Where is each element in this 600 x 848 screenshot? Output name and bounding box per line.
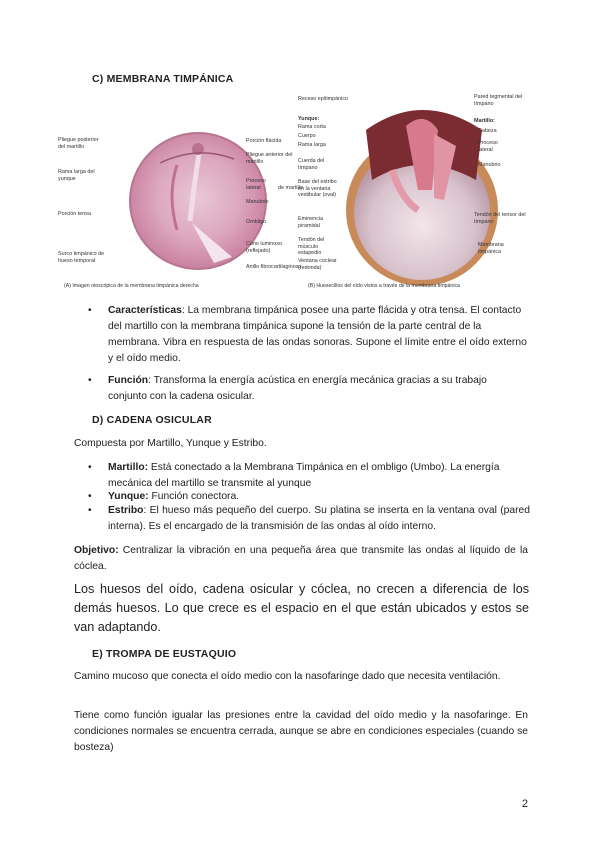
bullet-funcion: • Función: Transforma la energía acústica en energía mecánica gracias a su trabajo conjunto con la cadena osicular. xyxy=(88,375,487,402)
label-proceso-lateral: Proceso lateral xyxy=(246,178,266,191)
label-tendon-tensor: Tendón del tensor del tímpano xyxy=(474,212,526,225)
label-yunque: Yunque: xyxy=(298,116,320,122)
label-base-estribo: Base del estribo en la ventana vestibular (oval) xyxy=(298,179,337,199)
label-rama-larga-b: Rama larga xyxy=(298,142,326,148)
objetivo-paragraph: Objetivo: Centralizar la vibración en una pequeña área que transmite las ondas al líquido de la cóclea. xyxy=(74,545,528,572)
label-rama-larga: Rama larga del yunque xyxy=(58,169,95,182)
section-e-title: E) TROMPA DE EUSTAQUIO xyxy=(92,648,237,660)
label-martillo: Martillo: xyxy=(474,118,495,124)
label-pliegue-posterior: Pliegue posterior del martillo xyxy=(58,137,99,150)
label-manubrio: Manubrio xyxy=(246,199,269,205)
label-surco: Surco timpánico de hueso temporal xyxy=(58,251,105,264)
bullet-yunque: • Yunque: Función conectora. xyxy=(88,491,240,502)
growth-note: Los huesos del oído, cadena osicular y cóclea, no crecen a diferencia de los demás huesos. Lo que crece es el espacio en el que están ubicados y estos se van adaptando. xyxy=(74,582,529,634)
bullet-martillo: • Martillo: Está conectado a la Membrana Timpánica en el ombligo (Umbo). La energía mecánica del martillo se transmite al yunque xyxy=(88,462,500,489)
label-receso: Receso epitimpánico xyxy=(298,96,349,102)
section-e-p1: Camino mucoso que conecta el oído medio con la nasofaringe dado que necesita ventilación. xyxy=(74,671,501,682)
label-anillo: Anillo fibrocartilaginoso xyxy=(246,264,302,270)
figure-b-caption: (B) Huesecillos del oído vistos a través de la membrana timpánica xyxy=(308,283,460,289)
label-eminencia: Eminencia piramidal xyxy=(298,216,324,229)
figure-a-caption: (A) Imagen otoscópica de la membrana timpánica derecha xyxy=(64,283,199,289)
label-de-martillo: de martillo xyxy=(278,185,303,191)
label-ventana-coclear: Ventana coclear (redonda) xyxy=(298,258,337,271)
section-e-p2: Tiene como función igualar las presiones entre la cavidad del oído medio y la nasofaringe. En condiciones normales se encuentra cerrada, aunque se abre en condiciones especiales (cuando se bosteza) xyxy=(74,710,528,753)
section-d-intro: Compuesta por Martillo, Yunque y Estribo. xyxy=(74,438,267,449)
label-pliegue-anterior: Pliegue anterior del martillo xyxy=(246,152,293,165)
label-membrana: Membrana timpánica xyxy=(478,242,504,255)
section-d-title: D) CADENA OSICULAR xyxy=(92,414,212,426)
label-porcion-flacida: Porción flácida xyxy=(246,138,282,144)
label-proceso-lateral-b: Proceso lateral xyxy=(478,140,498,153)
label-manubrio-b: Manubrio xyxy=(478,162,501,168)
bullet-estribo: • Estribo: El hueso más pequeño del cuerpo. Su platina se inserta en la ventana oval (pared interna). Es el encargado de la transmisión de las ondas al oído interno. xyxy=(88,505,530,532)
label-rama-corta: Rama corta xyxy=(298,124,326,130)
label-cuerpo: Cuerpo xyxy=(298,133,316,139)
label-ombligo: Ombligo xyxy=(246,219,267,225)
label-cuerda: Cuerda del tímpano xyxy=(298,158,325,171)
bullet-caracteristicas: • Características: La membrana timpánica posee una parte flácida y otra tensa. El contacto del martillo con la membrana timpánica supone la tensión de la parte central de la membrana. Vibra en respuesta de las ondas sonoras. Supone el límite entre el oído externo y el oído medio. xyxy=(88,305,527,364)
figure-b xyxy=(298,90,532,290)
label-porcion-tensa: Porción tensa xyxy=(58,211,91,217)
page-number: 2 xyxy=(521,798,528,810)
label-pared: Pared tegmental del tímpano xyxy=(474,94,523,107)
figure-a xyxy=(58,125,303,291)
label-tendon-musculo: Tendón del músculo estapedio xyxy=(298,237,325,257)
section-c-title: C) MEMBRANA TIMPÁNICA xyxy=(92,73,234,85)
label-cono: Cono luminoso (reflejado) xyxy=(246,241,282,254)
label-cabeza: Cabeza xyxy=(478,128,497,134)
